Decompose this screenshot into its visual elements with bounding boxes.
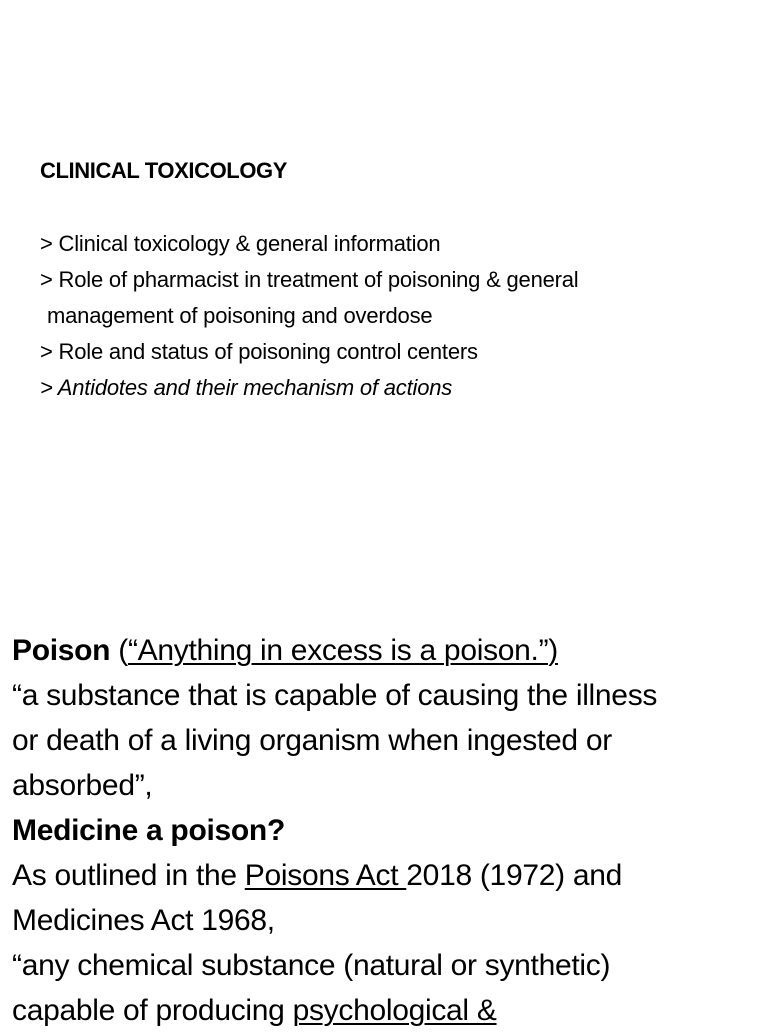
topic-item: > Clinical toxicology & general information (40, 231, 441, 256)
definition-line: or death of a living organism when ingested or (12, 724, 612, 757)
any-substance-line: “any chemical substance (natural or synthetic) (12, 949, 611, 982)
definition-line: “a substance that is capable of causing the illness (12, 679, 658, 712)
capable-text: capable of producing (12, 994, 293, 1027)
poison-heading (12, 628, 762, 673)
heading-paren: ( (110, 634, 128, 667)
topic-item: > Role and status of poisoning control centers (40, 339, 478, 364)
topic-item: > Antidotes and their mechanism of actions (40, 375, 453, 400)
slide-1 (40, 156, 750, 406)
medicine-question: Medicine a poison? (12, 814, 285, 847)
definition-line: absorbed”, (12, 769, 153, 802)
poisons-act-link[interactable]: Poisons Act (244, 859, 407, 892)
psychological-link[interactable]: psychological & (292, 994, 497, 1027)
slide-2 (12, 628, 762, 1033)
poison-quote-link[interactable]: “Anything in excess is a poison.”) (127, 634, 558, 667)
outline-text: As outlined in the (12, 859, 245, 892)
topic-item: > Role of pharmacist in treatment of poisoning & general (40, 267, 579, 292)
poison-word: Poison (12, 634, 111, 667)
capable-line (12, 988, 762, 1033)
outline-text-end: 2018 (1972) and (406, 859, 622, 892)
outline-line (12, 853, 762, 898)
slide-title: CLINICAL TOXICOLOGY (40, 158, 288, 183)
topic-list (40, 226, 750, 406)
topic-item-continuation: management of poisoning and overdose (47, 303, 433, 328)
medicines-act-line: Medicines Act 1968, (12, 904, 275, 937)
